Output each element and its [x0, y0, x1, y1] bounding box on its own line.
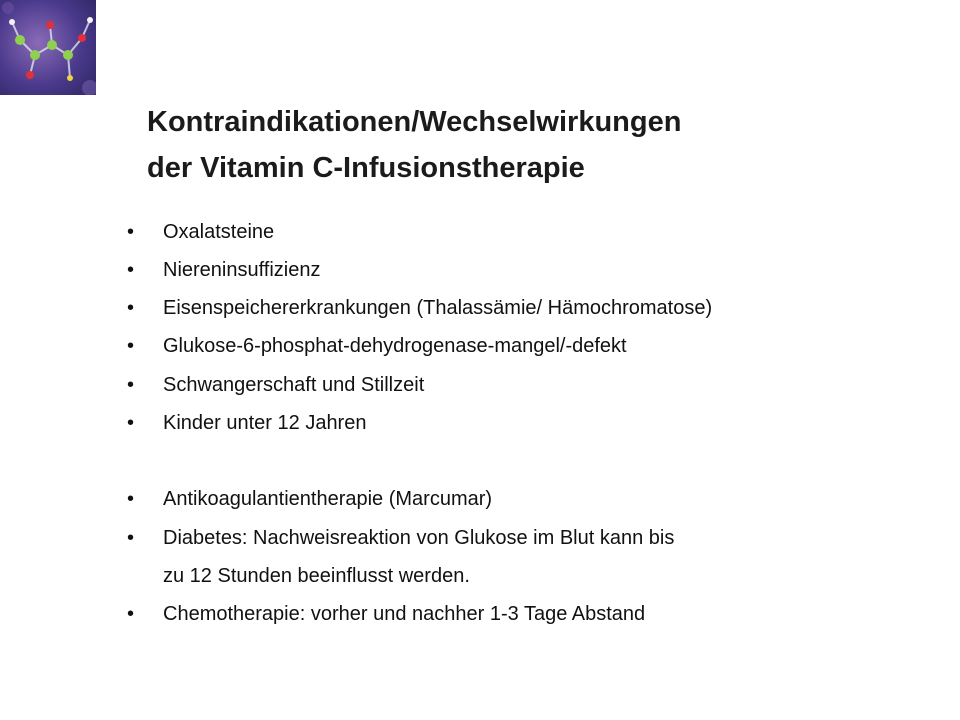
list-item-text: Schwangerschaft und Stillzeit: [163, 374, 425, 396]
list-item: [127, 525, 674, 551]
list-item-continuation: zu 12 Stunden beeinflusst werden.: [163, 565, 470, 587]
list-item: [127, 333, 627, 359]
bullet-icon: •: [127, 221, 135, 243]
list-item: [127, 295, 712, 321]
list-item: [127, 372, 424, 398]
list-item-text: Chemotherapie: vorher und nachher 1-3 Tage Abstand: [163, 603, 646, 625]
list-item: [127, 601, 645, 627]
list-item-text: Glukose-6-phosphat-dehydrogenase-mangel/-defekt: [163, 335, 627, 357]
list-item-text: Eisenspeichererkrankungen (Thalassämie/ Hämochromatose): [163, 297, 713, 319]
bullet-icon: •: [127, 603, 135, 625]
bullet-icon: •: [127, 527, 135, 549]
bullet-icon: •: [127, 374, 135, 396]
list-item-text: Antikoagulantientherapie (Marcumar): [163, 488, 493, 510]
list-item-text: Oxalatsteine: [163, 221, 275, 243]
title-line-2: der Vitamin C-Infusionstherapie: [147, 152, 585, 184]
list-item: [127, 410, 366, 436]
list-item-text: Diabetes: Nachweisreaktion von Glukose im Blut kann bis: [163, 527, 675, 549]
bullet-icon: •: [127, 259, 135, 281]
bullet-icon: •: [127, 488, 135, 510]
list-item: [127, 219, 274, 245]
list-item: [127, 486, 492, 512]
bullet-icon: •: [127, 335, 135, 357]
list-item: [127, 257, 321, 283]
list-item-text: Kinder unter 12 Jahren: [163, 412, 367, 434]
list-item-text: Niereninsuffizienz: [163, 259, 321, 281]
bullet-icon: •: [127, 412, 135, 434]
title-line-1: Kontraindikationen/Wechselwirkungen: [147, 106, 682, 138]
bullet-icon: •: [127, 297, 135, 319]
